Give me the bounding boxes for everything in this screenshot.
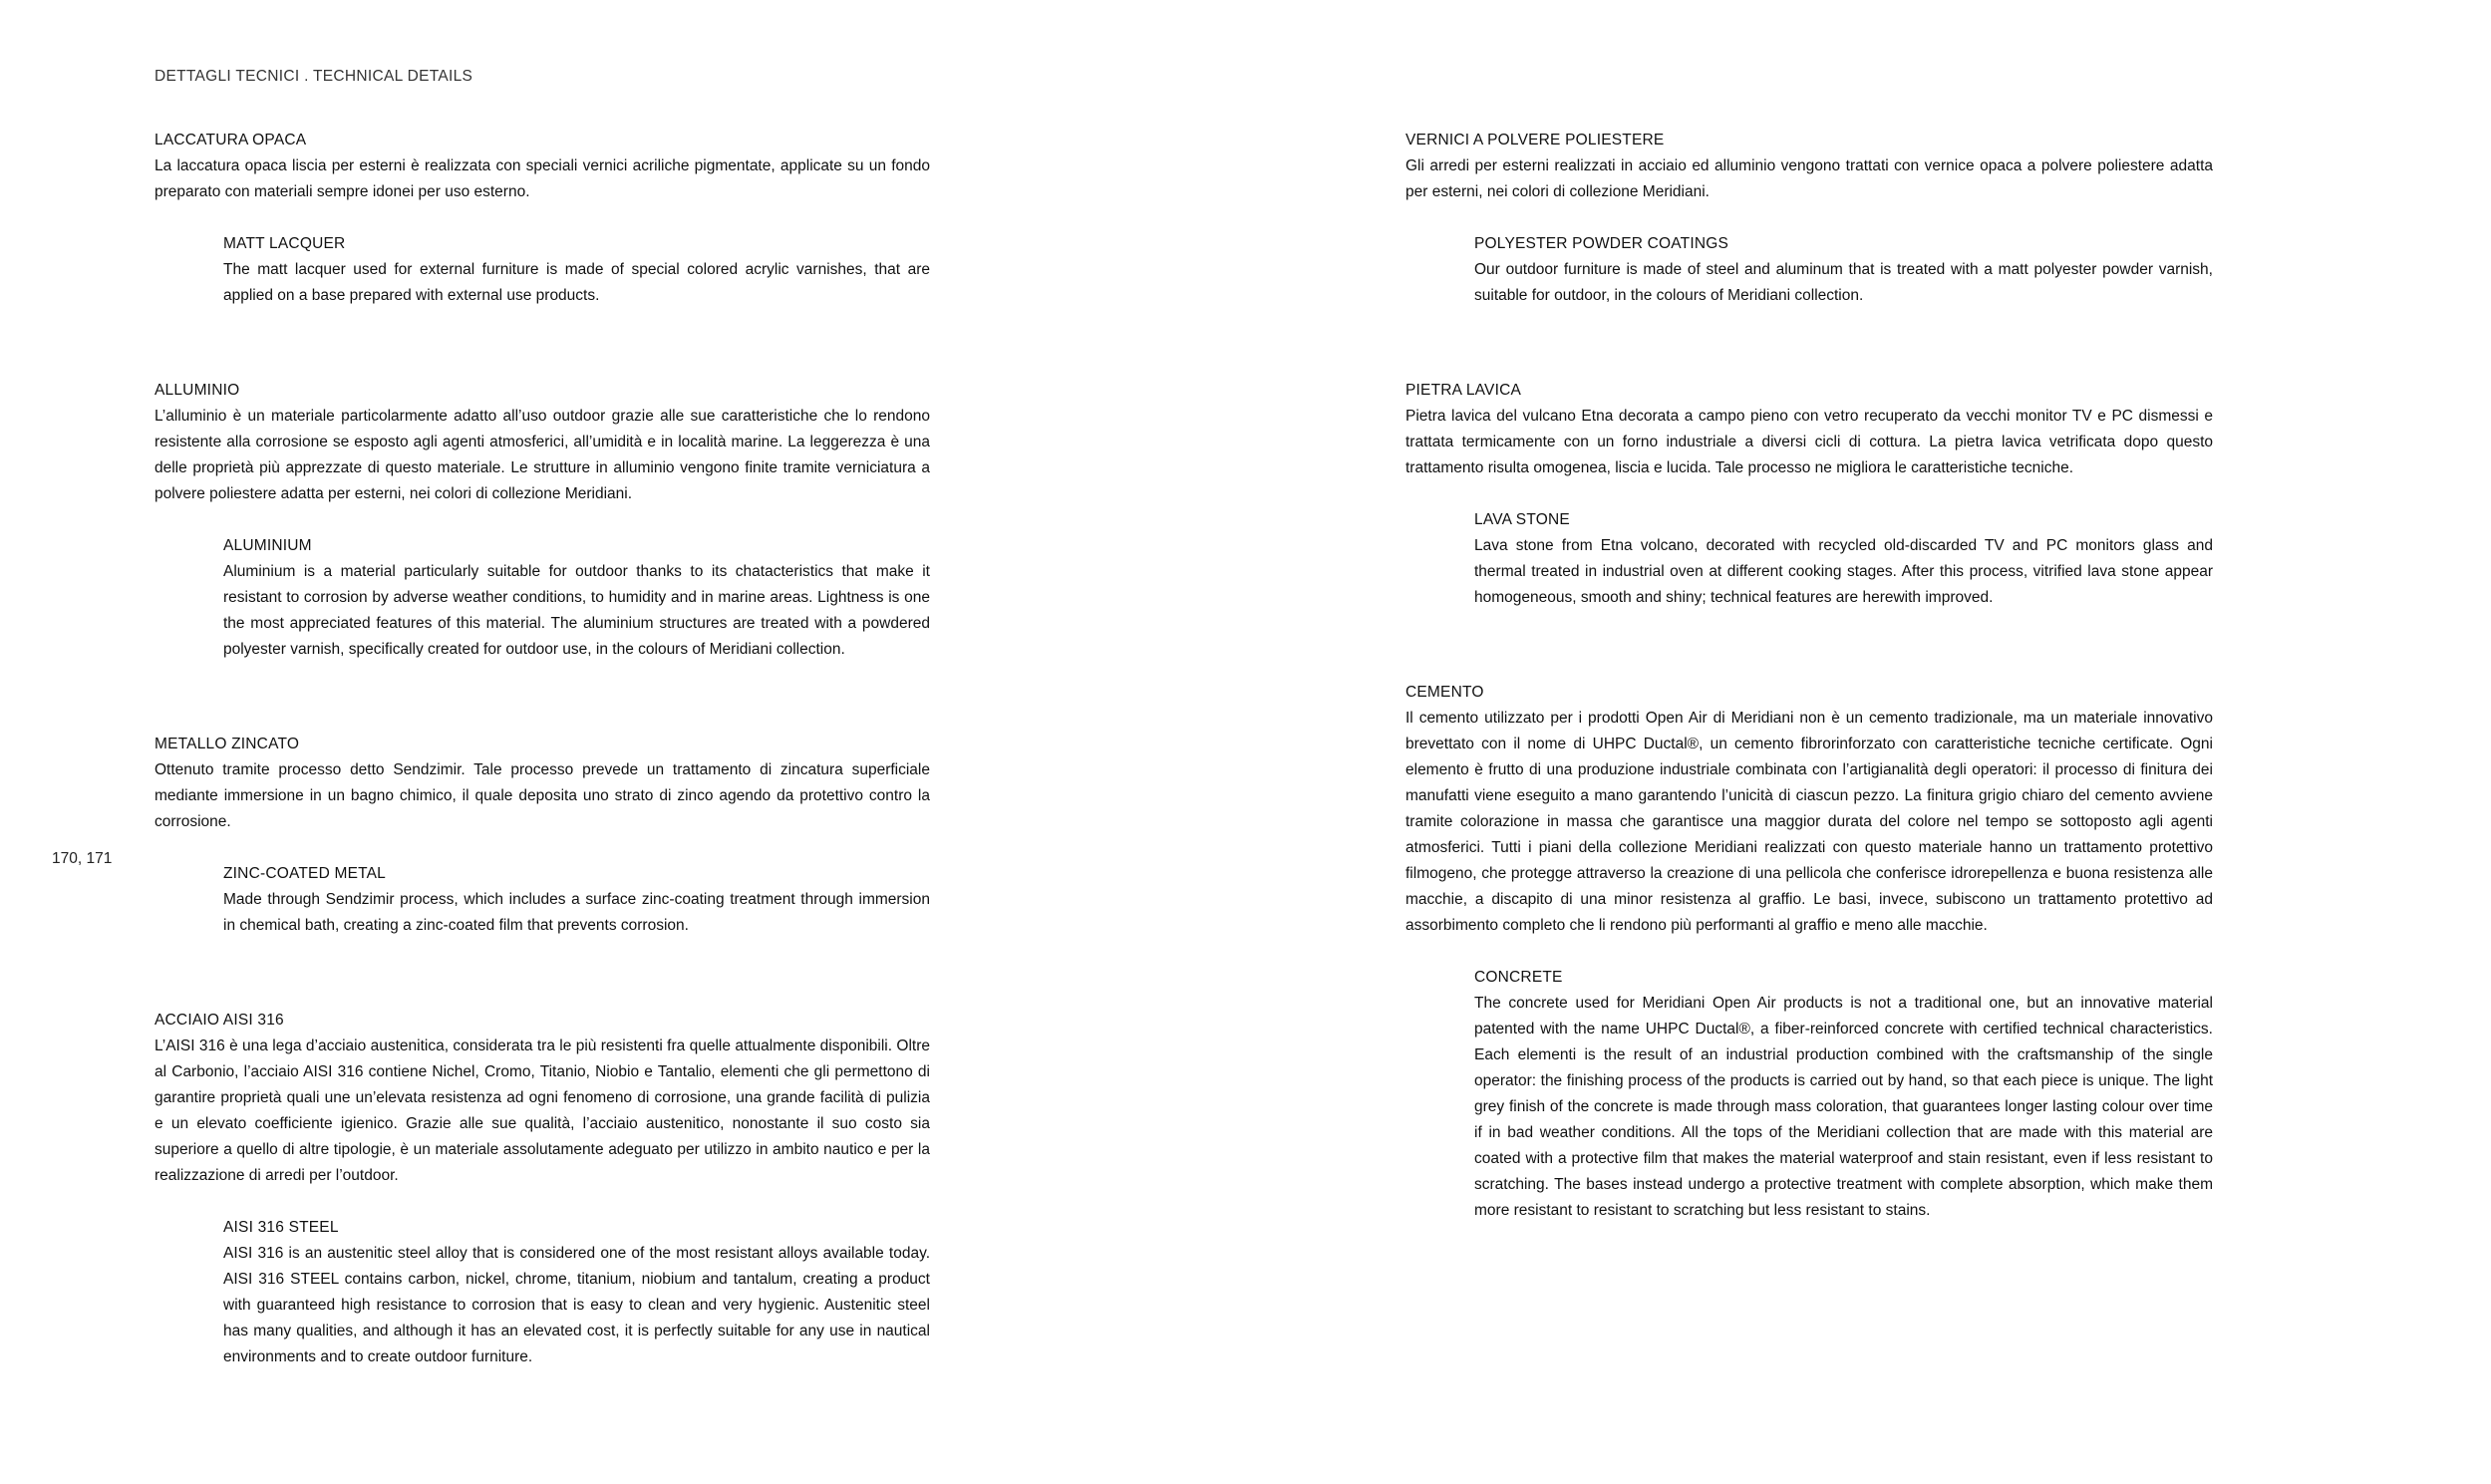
section-text: Gli arredi per esterni realizzati in acciaio ed alluminio vengono trattati con vernice opaca a polvere poliestere adatta per esterni, nei colori di collezione Meridiani. [1405, 157, 2213, 200]
section-text: La laccatura opaca liscia per esterni è realizzata con speciali vernici acriliche pigmentate, applicate su un fondo preparato con materiali sempre idonei per uso esterno. [155, 157, 930, 200]
section-text-en: Lava stone from Etna volcano, decorated with recycled old-discarded TV and PC monitors glass and thermal treated in industrial oven at different cooking stages. After this process, vitrified lava stone appear homogeneous, smooth and shiny; technical features are herewith improved. [1474, 537, 2213, 606]
english-block [223, 861, 930, 939]
section-title-en: POLYESTER POWDER COATINGS [1474, 235, 1729, 252]
section-metallo-zincato [155, 732, 930, 939]
english-block [1474, 231, 2213, 309]
english-block [223, 533, 930, 663]
section-title: ACCIAIO AISI 316 [155, 1012, 284, 1029]
section-text: L’alluminio è un materiale particolarmente adatto all’uso outdoor grazie alle sue caratteristiche che lo rendono resistente alla corrosione se esposto agli agenti atmosferici, all’umidità e in località marine. La leggerezza è una delle proprietà più apprezzate di questo materiale. Le strutture in alluminio vengono finite tramite verniciatura a polvere poliestere adatta per esterni, nei colori di collezione Meridiani. [155, 408, 930, 502]
section-text-en: The concrete used for Meridiani Open Air products is not a traditional one, but an innovative material patented with the name UHPC Ductal®, a fiber-reinforced concrete with certified technical characteristics. Each elementi is the result of an industrial production combined with the craftsmanship of the single operator: the finishing process of the products is carried out by hand, so that each piece is unique. The light grey finish of the concrete is made through mass coloration, that guarantees longer lasting colour over time if in bad weather conditions. All the tops of the Meridiani collection that are made with this material are coated with a protective film that makes the material waterproof and stain resistant, even if less resistant to scratching. The bases instead undergo a protective treatment with complete absorption, which make them more resistant to resistant to scratching but less resistant to stains. [1474, 995, 2213, 1219]
section-title: VERNICI A POLVERE POLIESTERE [1405, 132, 1665, 148]
section-text: Ottenuto tramite processo detto Sendzimir. Tale processo prevede un trattamento di zincatura superficiale mediante immersione in un bagno chimico, il quale deposita uno strato di zinco agendo da protettivo contro la corrosione. [155, 761, 930, 830]
section-text-en: Aluminium is a material particularly suitable for outdoor thanks to its chatacteristics that make it resistant to corrosion by adverse weather conditions, to humidity and in marine areas. Lightness is one the most appreciated features of this material. The aluminium structures are treated with a powdered polyester varnish, specifically created for outdoor use, in the colours of Meridiani collection. [223, 563, 930, 658]
section-title-en: ZINC-COATED METAL [223, 865, 386, 882]
left-column [155, 128, 930, 1439]
section-alluminio [155, 378, 930, 663]
section-title-en: LAVA STONE [1474, 511, 1570, 528]
section-text-en: AISI 316 is an austenitic steel alloy that is considered one of the most resistant alloys available today. AISI 316 STEEL contains carbon, nickel, chrome, titanium, niobium and tantalum, creating a product with guaranteed high resistance to corrosion that is easy to clean and very hygienic. Austenitic steel has many qualities, and although it has an elevated cost, it is perfectly suitable for any use in nautical environments and to create outdoor furniture. [223, 1245, 930, 1365]
page-numbers: 170, 171 [52, 850, 113, 867]
section-text: L’AISI 316 è una lega d’acciaio austenitica, considerata tra le più resistenti fra quelle attualmente disponibili. Oltre al Carbonio, l’acciaio AISI 316 contiene Nichel, Cromo, Titanio, Niobio e Tantalio, elementi che gli permettono di garantire proprietà quali une un’elevata resistenza ad ogni fenomeno di corrosione, una grande facilità di pulizia e un elevato coefficiente igienico. Grazie alle sue qualità, l’acciaio austenitico, nonostante il suo costo sia superiore a quello di altre tipologie, è un materiale assolutamente adeguato per utilizzo in ambito nautico e per la realizzazione di arredi per l’outdoor. [155, 1038, 930, 1184]
english-block [1474, 965, 2213, 1224]
section-text: Il cemento utilizzato per i prodotti Open Air di Meridiani non è un cemento tradizionale, ma un materiale innovativo brevettato con il nome di UHPC Ductal®, un cemento fibrorinforzato con caratteristiche tecniche certificate. Ogni elemento è frutto di una produzione industriale combinata con l’artigianalità degli operatori: il processo di finitura dei manufatti viene eseguito a mano garantendo l’unicità di ciascun pezzo. La finitura grigio chiaro del cemento avviene tramite colorazione in massa che garantisce una maggior durata del colore nel tempo se sottoposto agli agenti atmosferici. Tutti i piani della collezione Meridiani realizzati con questo materiale hanno un trattamento protettivo filmogeno, che protegge attraverso la creazione di una pellicola che conferisce idrorepellenza e buona resistenza alle macchie, a discapito di una minor resistenza al graffio. Le basi, invece, subiscono un trattamento protettivo ad assorbimento completo che li rendono più performanti al graffio e meno alle macchie. [1405, 710, 2213, 934]
section-title-en: MATT LACQUER [223, 235, 346, 252]
section-text-en: The matt lacquer used for external furniture is made of special colored acrylic varnishes, that are applied on a base prepared with external use products. [223, 261, 930, 304]
section-text-en: Our outdoor furniture is made of steel and aluminum that is treated with a matt polyester powder varnish, suitable for outdoor, in the colours of Meridiani collection. [1474, 261, 2213, 304]
section-title-en: AISI 316 STEEL [223, 1219, 339, 1236]
english-block [223, 1215, 930, 1370]
right-column [1405, 128, 2213, 1293]
english-block [1474, 507, 2213, 611]
page-header: DETTAGLI TECNICI . TECHNICAL DETAILS [155, 68, 473, 85]
section-title: PIETRA LAVICA [1405, 382, 1522, 399]
section-title: METALLO ZINCATO [155, 736, 300, 752]
english-block [223, 231, 930, 309]
section-title-en: ALUMINIUM [223, 537, 312, 554]
section-acciaio-aisi-316 [155, 1008, 930, 1370]
section-laccatura-opaca [155, 128, 930, 309]
section-pietra-lavica [1405, 378, 2213, 611]
section-vernici-polvere [1405, 128, 2213, 309]
section-text-en: Made through Sendzimir process, which includes a surface zinc-coating treatment through immersion in chemical bath, creating a zinc-coated film that prevents corrosion. [223, 891, 930, 934]
section-title: CEMENTO [1405, 684, 1484, 701]
section-text: Pietra lavica del vulcano Etna decorata a campo pieno con vetro recuperato da vecchi monitor TV e PC dismessi e trattata termicamente con un forno industriale a diversi cicli di cottura. La pietra lavica vetrificata dopo questo trattamento risulta omogenea, liscia e lucida. Tale processo ne migliora le caratteristiche tecniche. [1405, 408, 2213, 476]
section-title: LACCATURA OPACA [155, 132, 307, 148]
section-title-en: CONCRETE [1474, 969, 1563, 986]
section-cemento [1405, 680, 2213, 1224]
section-title: ALLUMINIO [155, 382, 240, 399]
